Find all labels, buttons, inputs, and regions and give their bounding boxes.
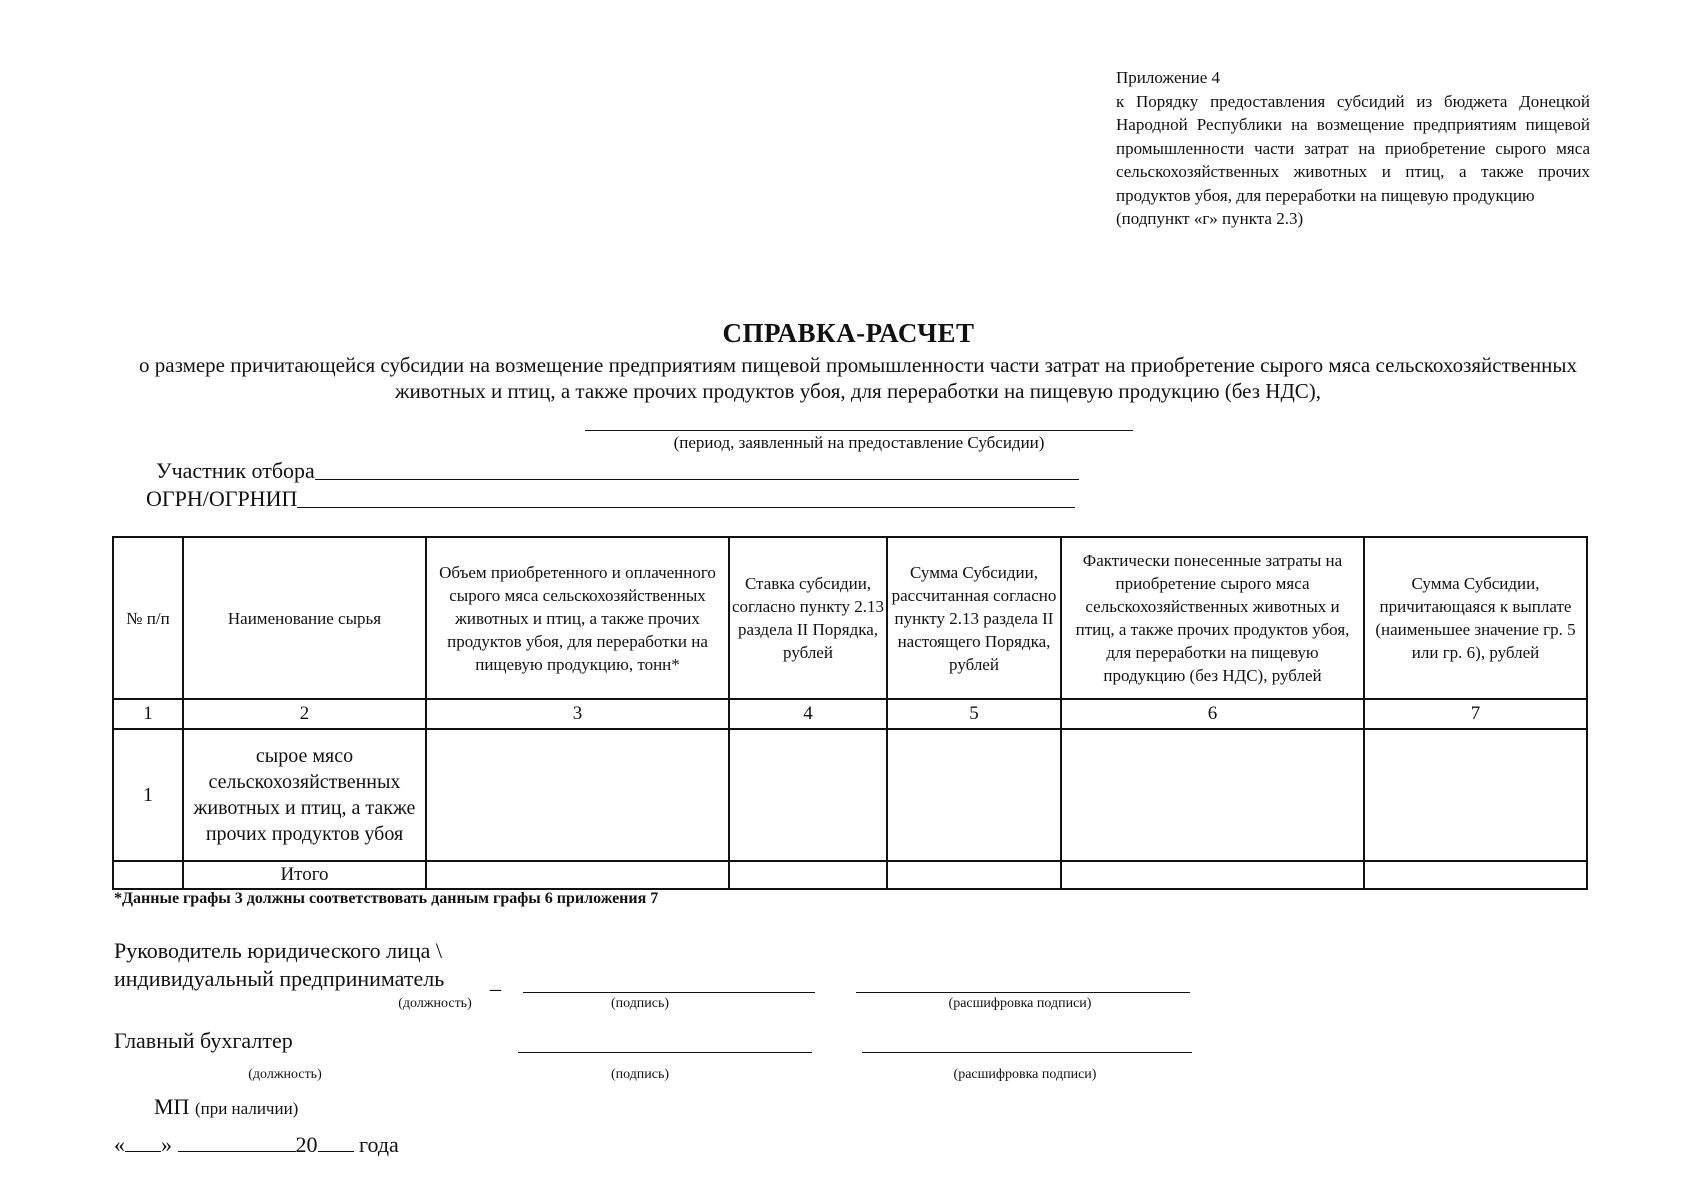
appendix-text: к Порядку предоставления субсидий из бюджета Донецкой Народной Республики на возмещение предприятиям пищевой промышленности части затрат на приобретение сырого мяса сельскохозяйственных животных и птиц, а также прочих продуктов убоя, для переработки на пищевую продукцию [1116,91,1590,205]
head-signature-caption: (подпись) [610,996,670,1011]
date-year-blank[interactable] [318,1133,354,1152]
actual-costs-cell[interactable] [1061,729,1364,861]
header-actual-costs: Фактически понесенные затраты на приобретение сырого мяса сельскохозяйственных животных и птиц, а также прочих продуктов убоя, для переработки на пищевую продукцию (без НДС), рублей [1061,537,1364,699]
volume-cell[interactable] [426,729,729,861]
column-number: 3 [426,699,729,729]
stamp-label: МП [154,1094,190,1119]
column-number: 4 [729,699,887,729]
table-footnote: *Данные графы 3 должны соответствовать данным графы 6 приложения 7 [114,890,659,907]
appendix-number: Приложение 4 [1116,68,1220,87]
total-rate-cell[interactable] [729,861,887,889]
ogrn-input-line[interactable] [297,506,1075,508]
header-payable-sum: Сумма Субсидии, причитающаяся к выплате (наименьшее значение гр. 5 или гр. 6), рублей [1364,537,1587,699]
date-open-quote: « [114,1132,125,1157]
subsidy-calculation-table [112,536,1588,890]
period-input-line[interactable] [585,430,1133,431]
raw-material-cell: сырое мясо сельскохозяйственных животных и птиц, а также прочих продуктов убоя [183,729,426,861]
header-number: № п/п [113,537,183,699]
stamp-placeholder [154,1094,298,1120]
participant-field [156,458,1079,484]
total-empty-cell [113,861,183,889]
total-actual-costs-cell[interactable] [1061,861,1364,889]
row-number-cell: 1 [113,729,183,861]
accountant-title: Главный бухгалтер [114,1028,293,1053]
appendix-block [1116,66,1590,231]
column-number: 5 [887,699,1061,729]
total-volume-cell[interactable] [426,861,729,889]
head-position-caption: (должность) [398,996,472,1011]
participant-label: Участник отбора [156,458,315,483]
document-title: СПРАВКА-РАСЧЕТ [722,318,975,348]
date-year-suffix: года [359,1132,399,1157]
ogrn-field [146,486,1075,512]
total-label: Итого [183,861,426,889]
ogrn-label: ОГРН/ОГРНИП [146,486,298,511]
head-decode-line[interactable] [856,992,1190,993]
accountant-decode-caption: (расшифровка подписи) [953,1067,1097,1082]
column-number: 2 [183,699,426,729]
payable-sum-cell[interactable] [1364,729,1587,861]
head-title-line2: индивидуальный предприниматель [114,966,445,991]
date-line [114,1132,399,1158]
date-month-blank[interactable] [178,1133,296,1152]
head-signature-line[interactable] [523,992,815,993]
calculated-sum-cell[interactable] [887,729,1061,861]
column-numbers-row [113,699,1587,729]
accountant-position-caption: (должность) [248,1067,322,1082]
column-number: 1 [113,699,183,729]
head-decode-caption: (расшифровка подписи) [948,996,1092,1011]
head-title-line1: Руководитель юридического лица \ [114,938,443,963]
accountant-signature-caption: (подпись) [610,1067,670,1082]
date-year-prefix: 20 [295,1132,318,1157]
rate-cell[interactable] [729,729,887,861]
appendix-reference: (подпункт «г» пункта 2.3) [1116,209,1304,228]
total-row [113,861,1587,889]
table-header-row [113,537,1587,699]
column-number: 6 [1061,699,1364,729]
accountant-decode-line[interactable] [862,1052,1192,1053]
total-calculated-sum-cell[interactable] [887,861,1061,889]
participant-input-line[interactable] [315,478,1079,480]
date-close-quote: » [161,1132,172,1157]
date-day-blank[interactable] [125,1133,161,1152]
document-subtitle: о размере причитающейся субсидии на возмещение предприятиям пищевой промышленности части затрат на приобретение сырого мяса сельскохозяйственных животных и птиц, а также прочих продуктов убоя, для переработки на пищевую продукцию (без НДС), [139,353,1577,403]
table-row [113,729,1587,861]
head-position-dash: _ [490,968,501,993]
header-rate: Ставка субсидии, согласно пункту 2.13 раздела II Порядка, рублей [729,537,887,699]
total-payable-sum-cell[interactable] [1364,861,1587,889]
header-volume: Объем приобретенного и оплаченного сырого мяса сельскохозяйственных животных и птиц, а также прочих продуктов убоя, для переработки на пищевую продукцию, тонн* [426,537,729,699]
column-number: 7 [1364,699,1587,729]
accountant-signature-line[interactable] [518,1052,812,1053]
period-caption: (период, заявленный на предоставление Субсидии) [673,433,1045,452]
stamp-note: (при наличии) [194,1099,299,1118]
header-calculated-sum: Сумма Субсидии, рассчитанная согласно пункту 2.13 раздела II настоящего Порядка, рублей [887,537,1061,699]
header-raw-material: Наименование сырья [183,537,426,699]
